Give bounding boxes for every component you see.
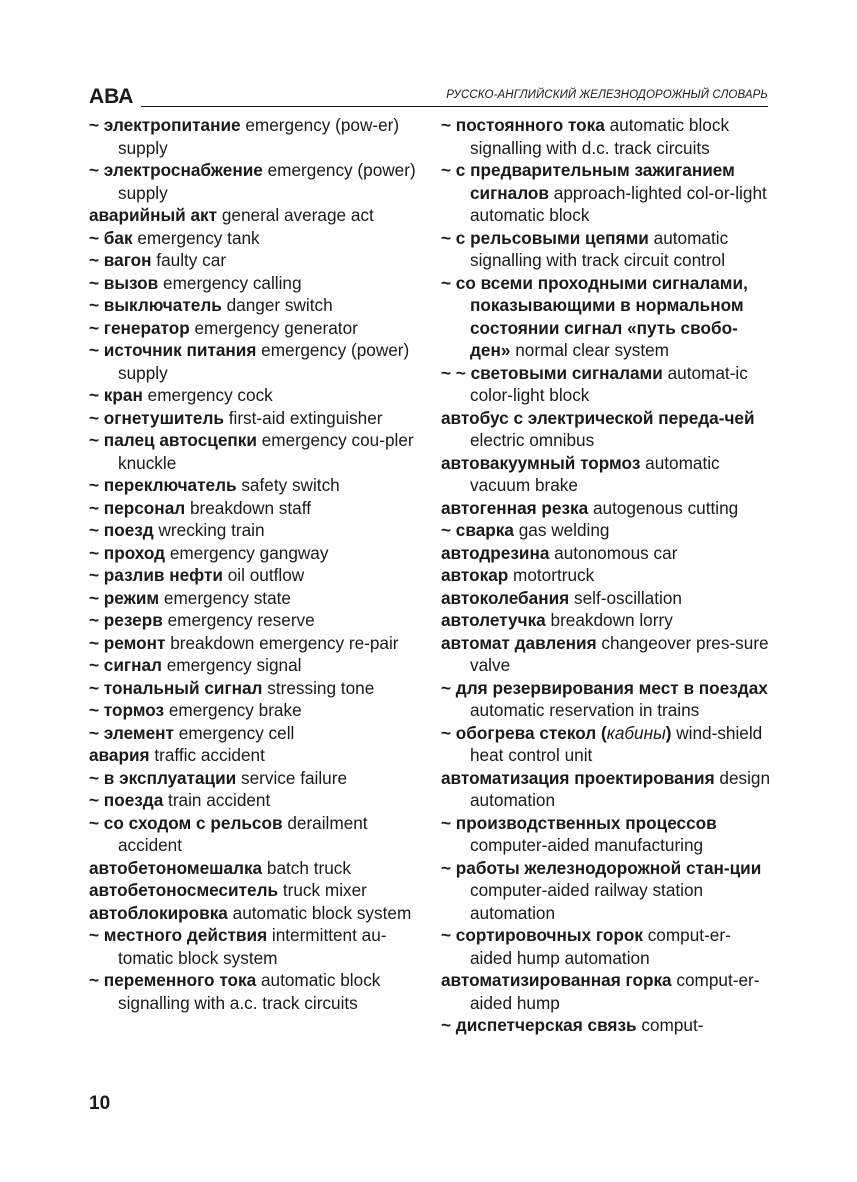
- left-column: [89, 114, 419, 1014]
- entry-headword: ~ диспетчерская связь: [441, 1015, 637, 1035]
- entry-translation: danger switch: [221, 295, 333, 315]
- entry-translation: emergency generator: [189, 317, 358, 338]
- entry-translation: breakdown staff: [185, 497, 311, 518]
- entry-headword: авария: [89, 745, 150, 765]
- dictionary-entry: [441, 452, 771, 497]
- dictionary-entry: [89, 744, 419, 767]
- entry-headword: ~ сварка: [441, 520, 514, 540]
- dictionary-entry: [89, 654, 419, 677]
- dictionary-entry: [441, 407, 771, 452]
- entry-translation: motortruck: [508, 565, 595, 585]
- entry-headword: ~ персонал: [89, 497, 186, 518]
- dictionary-entry: [441, 609, 771, 632]
- entry-translation: batch truck: [262, 857, 351, 878]
- dictionary-entry: [441, 114, 771, 159]
- dictionary-entry: [89, 632, 419, 655]
- entry-translation: service failure: [236, 767, 348, 788]
- dictionary-entry: [89, 497, 419, 520]
- entry-headword: ~ со сходом с рельсов: [89, 812, 283, 833]
- entry-headword: ~ разлив нефти: [89, 565, 223, 585]
- entry-translation: electric omnibus: [470, 430, 595, 450]
- dictionary-entry: [441, 362, 771, 407]
- dictionary-entry: [441, 632, 771, 677]
- entry-translation: wrecking train: [153, 520, 265, 540]
- entry-headword: автоматизированная горка: [441, 970, 672, 990]
- entry-translation: automatic vacuum brake: [470, 452, 720, 495]
- dictionary-entry: [89, 204, 419, 227]
- dictionary-entry: [441, 857, 771, 925]
- entry-headword: ~ работы железнодорожной стан-ции: [441, 857, 762, 878]
- dictionary-entry: [89, 519, 419, 542]
- entry-translation: emergency cou-pler knuckle: [118, 430, 414, 473]
- entry-headword: автобус с электрической переда-чей: [441, 407, 755, 428]
- dictionary-entry: [89, 407, 419, 430]
- entry-translation: automatic block signalling with a.c. track circuits: [118, 970, 381, 1013]
- page-number: 10: [89, 1093, 111, 1114]
- dictionary-entry: [89, 339, 419, 384]
- entry-translation: safety switch: [236, 475, 340, 495]
- dictionary-entry: [89, 542, 419, 565]
- entry-headword: ~ тональный сигнал: [89, 677, 263, 698]
- entry-headword: автомат давления: [441, 632, 597, 653]
- entry-headword: ~ производственных процессов: [441, 812, 717, 833]
- entry-translation: emergency cock: [142, 385, 273, 405]
- entry-headword: ~ для резервирования мест в поездах: [441, 677, 768, 698]
- dictionary-entry: [89, 722, 419, 745]
- entry-translation: emergency tank: [132, 227, 260, 248]
- dictionary-entry: [89, 879, 419, 902]
- entry-translation: self-oscillation: [569, 587, 682, 608]
- entry-translation: emergency state: [159, 587, 291, 608]
- entry-translation: comput-: [636, 1015, 704, 1035]
- entry-translation: oil outflow: [222, 565, 305, 585]
- dictionary-entry: [89, 924, 419, 969]
- entry-translation: emergency reserve: [162, 610, 315, 630]
- dictionary-entry: [89, 969, 419, 1014]
- dictionary-entry: [89, 272, 419, 295]
- dictionary-entry: [89, 429, 419, 474]
- dictionary-entry: [441, 227, 771, 272]
- dictionary-entry: [89, 384, 419, 407]
- entry-headword: автобетоносмеситель: [89, 880, 279, 900]
- dictionary-entry: [89, 609, 419, 632]
- entry-headword: ~ с рельсовыми цепями: [441, 227, 649, 248]
- dictionary-entry: [441, 677, 771, 722]
- dictionary-entry: [89, 767, 419, 790]
- entry-headword: ~ палец автосцепки: [89, 430, 257, 450]
- page-header: [89, 84, 768, 110]
- entry-headword: автогенная резка: [441, 497, 589, 518]
- entry-translation: emergency (power) supply: [118, 340, 410, 383]
- entry-headword: ~ обогрева стекол (: [441, 722, 607, 743]
- dictionary-entry: [89, 812, 419, 857]
- dictionary-entry: [89, 317, 419, 340]
- entry-headword: ~ генератор: [89, 317, 190, 338]
- entry-translation: automatic block signalling with d.c. track circuits: [470, 115, 730, 158]
- entry-headword-end: ): [665, 722, 672, 743]
- entry-translation: truck mixer: [278, 880, 367, 900]
- entry-headword: ~ сигнал: [89, 655, 162, 675]
- entry-headword: ~ тормоз: [89, 700, 165, 720]
- entry-headword: ~ переменного тока: [89, 970, 257, 990]
- dictionary-entry: [441, 542, 771, 565]
- entry-headword: ~ источник питания: [89, 340, 257, 360]
- dictionary-entry: [441, 564, 771, 587]
- header-rule: [141, 106, 768, 107]
- entry-translation: emergency signal: [161, 655, 302, 675]
- entry-headword: ~ ремонт: [89, 632, 166, 653]
- entry-translation: autogenous cutting: [588, 497, 739, 518]
- dictionary-entry: [89, 114, 419, 159]
- entry-headword: ~ проход: [89, 542, 166, 563]
- entry-translation: normal clear system: [510, 340, 669, 360]
- entry-headword: ~ вызов: [89, 272, 159, 293]
- entry-translation: derailment accident: [118, 812, 368, 855]
- dictionary-entry: [441, 767, 771, 812]
- entry-translation: train accident: [163, 790, 271, 810]
- dictionary-entry: [441, 519, 771, 542]
- dictionary-entry: [89, 249, 419, 272]
- entry-headword: автовакуумный тормоз: [441, 452, 641, 473]
- entry-headword: ~ элемент: [89, 722, 174, 743]
- entry-translation: automat-ic color-light block: [470, 362, 748, 405]
- entry-headword: автокар: [441, 565, 509, 585]
- entry-headword: ~ переключатель: [89, 475, 237, 495]
- entry-translation: gas welding: [513, 520, 610, 540]
- entry-headword: автобетономешалка: [89, 857, 263, 878]
- entry-translation: intermittent au-tomatic block system: [118, 925, 387, 968]
- dictionary-entry: [89, 159, 419, 204]
- entry-translation: automatic signalling with track circuit control: [470, 227, 729, 270]
- entry-headword: ~ в эксплуатации: [89, 767, 237, 788]
- dictionary-entry: [89, 857, 419, 880]
- dictionary-entry: [89, 902, 419, 925]
- dictionary-entry: [441, 497, 771, 520]
- entry-headword: автолетучка: [441, 610, 546, 630]
- dictionary-entry: [441, 812, 771, 857]
- entry-headword: ~ бак: [89, 227, 133, 248]
- entry-headword: ~ вагон: [89, 250, 152, 270]
- entry-translation: computer-aided railway station automation: [470, 880, 704, 923]
- entry-headword: ~ кран: [89, 385, 143, 405]
- entry-headword: автоколебания: [441, 587, 570, 608]
- entry-translation: changeover pres-sure valve: [470, 632, 769, 675]
- guide-word: АВА: [89, 85, 134, 108]
- entry-translation: emergency cell: [173, 722, 295, 743]
- entry-headword: ~ резерв: [89, 610, 163, 630]
- dictionary-entry: [441, 924, 771, 969]
- entry-headword: ~ огнетушитель: [89, 407, 224, 428]
- entry-headword: аварийный акт: [89, 205, 218, 225]
- entry-note: кабины: [606, 722, 666, 743]
- entry-headword: ~ поезда: [89, 790, 164, 810]
- entry-translation: approach-lighted col-or-light automatic block: [470, 182, 767, 225]
- entry-headword: автодрезина: [441, 542, 550, 563]
- dictionary-entry: [89, 294, 419, 317]
- dictionary-entry: [441, 587, 771, 610]
- entry-headword: ~ выключатель: [89, 295, 222, 315]
- entry-translation: comput-er-aided hump: [470, 970, 760, 1013]
- dictionary-entry: [89, 699, 419, 722]
- dictionary-entry: [89, 227, 419, 250]
- right-column: [441, 114, 771, 1037]
- entry-headword: ~ сортировочных горок: [441, 925, 643, 945]
- entry-translation: design automation: [470, 767, 771, 810]
- dictionary-entry: [441, 722, 771, 767]
- entry-headword: ~ режим: [89, 587, 160, 608]
- entry-translation: autonomous car: [549, 542, 678, 563]
- dictionary-entry: [89, 474, 419, 497]
- entry-translation: general average act: [217, 205, 374, 225]
- entry-headword: ~ постоянного тока: [441, 115, 605, 135]
- entry-translation: first-aid extinguisher: [223, 407, 383, 428]
- entry-translation: comput-er-aided hump automation: [470, 925, 731, 968]
- entry-headword: ~ поезд: [89, 520, 154, 540]
- entry-headword: ~ электропитание: [89, 115, 241, 135]
- running-title: РУССКО-АНГЛИЙСКИЙ ЖЕЛЕЗНОДОРОЖНЫЙ СЛОВАРЬ: [440, 88, 768, 102]
- dictionary-entry: [441, 969, 771, 1014]
- dictionary-entry: [441, 1014, 771, 1037]
- entry-translation: breakdown lorry: [545, 610, 673, 630]
- entry-translation: wind-shield heat control unit: [470, 722, 763, 765]
- dictionary-entry: [89, 587, 419, 610]
- entry-headword: ~ электроснабжение: [89, 160, 263, 180]
- dictionary-entry: [441, 272, 771, 362]
- dictionary-entry: [89, 564, 419, 587]
- entry-headword: ~ со всеми проходными сигналами, показывающими в нормальном состоянии сигнал «путь свобо-ден»: [441, 272, 748, 360]
- entry-translation: emergency (power) supply: [118, 160, 416, 203]
- entry-translation: computer-aided manufacturing: [470, 835, 704, 855]
- entry-translation: stressing tone: [262, 677, 375, 698]
- dictionary-entry: [441, 159, 771, 227]
- entry-translation: emergency gangway: [165, 542, 329, 563]
- entry-translation: faulty car: [151, 250, 227, 270]
- dictionary-entry: [89, 789, 419, 812]
- entry-headword: ~ ~ световыми сигналами: [441, 362, 663, 383]
- entry-translation: emergency brake: [164, 700, 302, 720]
- entry-translation: automatic reservation in trains: [470, 700, 700, 720]
- entry-headword: ~ с предварительным зажиганием сигналов: [441, 160, 735, 203]
- entry-translation: traffic accident: [149, 745, 265, 765]
- entry-translation: emergency (pow-er) supply: [118, 115, 400, 158]
- entry-translation: breakdown emergency re-pair: [165, 632, 399, 653]
- entry-headword: автоблокировка: [89, 902, 228, 923]
- entry-translation: emergency calling: [158, 272, 302, 293]
- dictionary-entry: [89, 677, 419, 700]
- entry-headword: ~ местного действия: [89, 925, 268, 945]
- entry-translation: automatic block system: [227, 902, 412, 923]
- entry-headword: автоматизация проектирования: [441, 767, 715, 788]
